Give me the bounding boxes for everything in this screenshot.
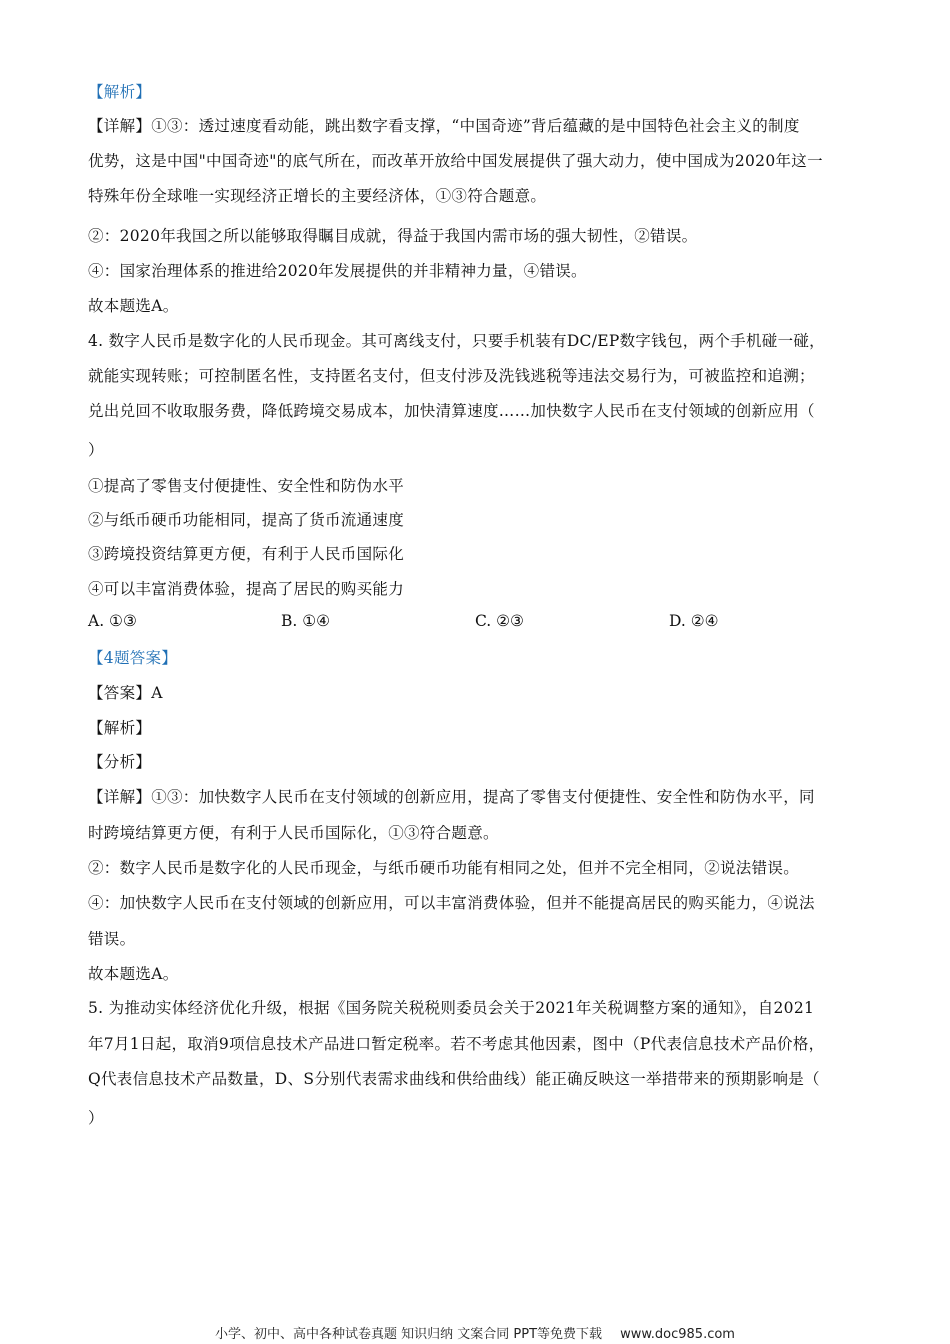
q4-item-4: ④可以丰富消费体验，提高了居民的购买能力	[88, 580, 405, 598]
q4-point-4-line-1: ④：加快数字人民币在支付领域的创新应用，可以丰富消费体验，但并不能提高居民的购买能力，④说法	[88, 894, 815, 912]
q3-conclusion: 故本题选A。	[88, 297, 179, 315]
q4-answer-header: 【4题答案】	[88, 649, 178, 667]
q4-analysis-label: 【解析】	[88, 719, 152, 737]
q4-option-c: C. ②③	[475, 612, 524, 630]
q4-conclusion: 故本题选A。	[88, 965, 179, 983]
q5-stem-line-2: 年7月1日起，取消9项信息技术产品进口暂定税率。若不考虑其他因素，图中（P代表信息技术产品价格，	[88, 1035, 825, 1053]
q3-point-4: ④：国家治理体系的推进给2020年发展提供的并非精神力量，④错误。	[88, 262, 587, 280]
q4-item-2: ②与纸币硬币功能相同，提高了货币流通速度	[88, 511, 405, 529]
footer-url[interactable]: www.doc985.com	[620, 1327, 735, 1342]
q4-detail-line-2: 时跨境结算更方便，有利于人民币国际化，①③符合题意。	[88, 824, 499, 842]
q3-analysis-label: 【解析】	[88, 83, 152, 101]
q4-stem-line-3: 兑出兑回不收取服务费，降低跨境交易成本，加快清算速度……加快数字人民币在支付领域的创新应用（	[88, 402, 815, 420]
q5-stem-line-3: Q代表信息技术产品数量，D、S分别代表需求曲线和供给曲线）能正确反映这一举措带来的预期影响是（	[88, 1070, 820, 1088]
page-footer	[0, 1323, 950, 1342]
q4-option-b: B. ①④	[281, 612, 331, 630]
q4-point-4-line-2: 错误。	[88, 930, 136, 948]
footer-text: 小学、初中、高中各种试卷真题 知识归纳 文案合同 PPT等免费下载	[215, 1327, 603, 1342]
q4-item-1: ①提高了零售支付便捷性、安全性和防伪水平	[88, 477, 405, 495]
q3-detail-line-2: 优势，这是中国"中国奇迹"的底气所在，而改革开放给中国发展提供了强大动力，使中国成为2020年这一	[88, 152, 823, 170]
q4-fenxi-label: 【分析】	[88, 753, 152, 771]
q4-item-3: ③跨境投资结算更方便，有利于人民币国际化	[88, 545, 405, 563]
q4-stem-line-1: 4. 数字人民币是数字化的人民币现金。其可离线支付，只要手机装有DC/EP数字钱包，两个手机碰一碰，	[88, 332, 825, 350]
q5-stem-line-4: ）	[88, 1109, 104, 1127]
q4-answer: 【答案】A	[88, 684, 163, 702]
q4-options	[88, 612, 868, 632]
q3-detail-line-1: 【详解】①③：透过速度看动能，跳出数字看支撑，“中国奇迹”背后蕴藏的是中国特色社会主义的制度	[88, 117, 800, 135]
q5-stem-line-1: 5. 为推动实体经济优化升级，根据《国务院关税税则委员会关于2021年关税调整方案的通知》，自2021	[88, 999, 815, 1017]
q4-option-d: D. ②④	[669, 612, 719, 630]
q4-stem-line-4: ）	[88, 441, 104, 459]
q4-stem-line-2: 就能实现转账；可控制匿名性，支持匿名支付，但支付涉及洗钱逃税等违法交易行为，可被监控和追溯；	[88, 367, 815, 385]
q3-detail-line-3: 特殊年份全球唯一实现经济正增长的主要经济体，①③符合题意。	[88, 187, 547, 205]
q3-point-2: ②：2020年我国之所以能够取得瞩目成就，得益于我国内需市场的强大韧性，②错误。	[88, 227, 698, 245]
q4-point-2: ②：数字人民币是数字化的人民币现金，与纸币硬币功能有相同之处，但并不完全相同，②说法错误。	[88, 859, 800, 877]
q4-option-a: A. ①③	[88, 612, 137, 630]
q4-detail-line-1: 【详解】①③：加快数字人民币在支付领域的创新应用，提高了零售支付便捷性、安全性和防伪水平，同	[88, 788, 815, 806]
